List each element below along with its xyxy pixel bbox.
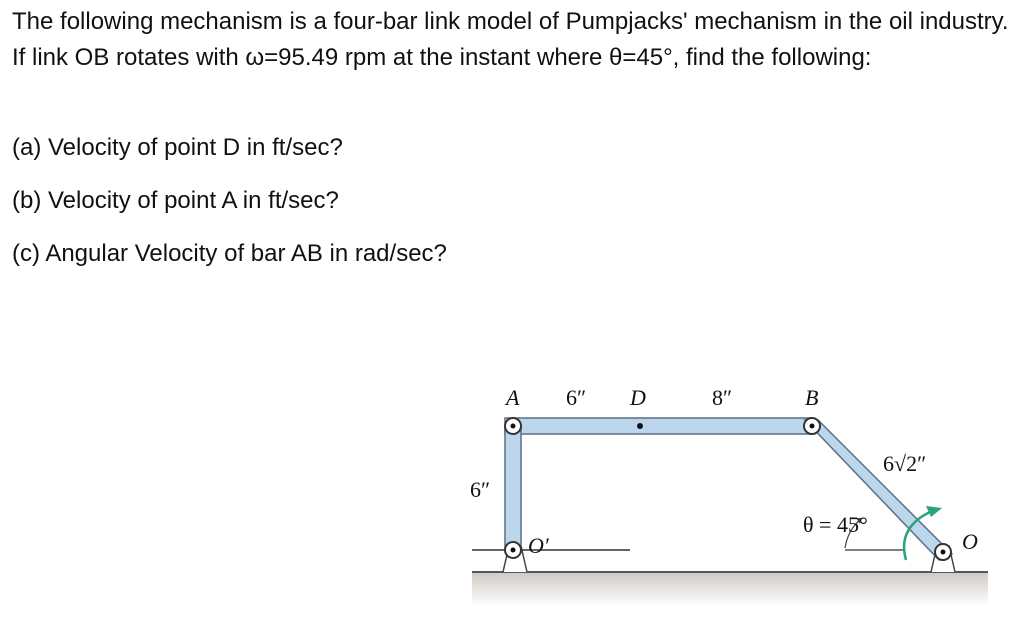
pin-O-prime-center <box>511 548 516 553</box>
angle-label: θ = 45° <box>803 512 868 537</box>
question-a: (a) Velocity of point D in ft/sec? <box>12 134 343 161</box>
label-O: O <box>962 529 978 554</box>
pin-B-center <box>810 424 815 429</box>
point-D <box>637 423 643 429</box>
question-c: (c) Angular Velocity of bar AB in rad/sec? <box>12 240 447 267</box>
problem-statement: The following mechanism is a four-bar link model of Pumpjacks' mechanism in the oil industry. If link OB rotates with ω=95.49 rpm at the instant where θ=45°, find the following: <box>12 8 1009 71</box>
label-B: B <box>805 385 819 410</box>
link-O-prime-A <box>505 426 521 550</box>
link-AB <box>505 418 810 434</box>
ground <box>472 572 988 606</box>
label-D: D <box>630 385 646 410</box>
question-b: (b) Velocity of point A in ft/sec? <box>12 187 339 214</box>
pin-O-center <box>941 550 946 555</box>
pin-A-center <box>511 424 516 429</box>
dim-OB: 6√2″ <box>883 451 927 476</box>
dim-DB: 8″ <box>712 385 733 410</box>
dim-O-prime-A: 6″ <box>470 477 491 502</box>
dim-AD: 6″ <box>566 385 587 410</box>
link-OB-body <box>805 420 952 560</box>
label-O-prime: O′ <box>528 533 549 558</box>
label-A: A <box>506 385 520 410</box>
